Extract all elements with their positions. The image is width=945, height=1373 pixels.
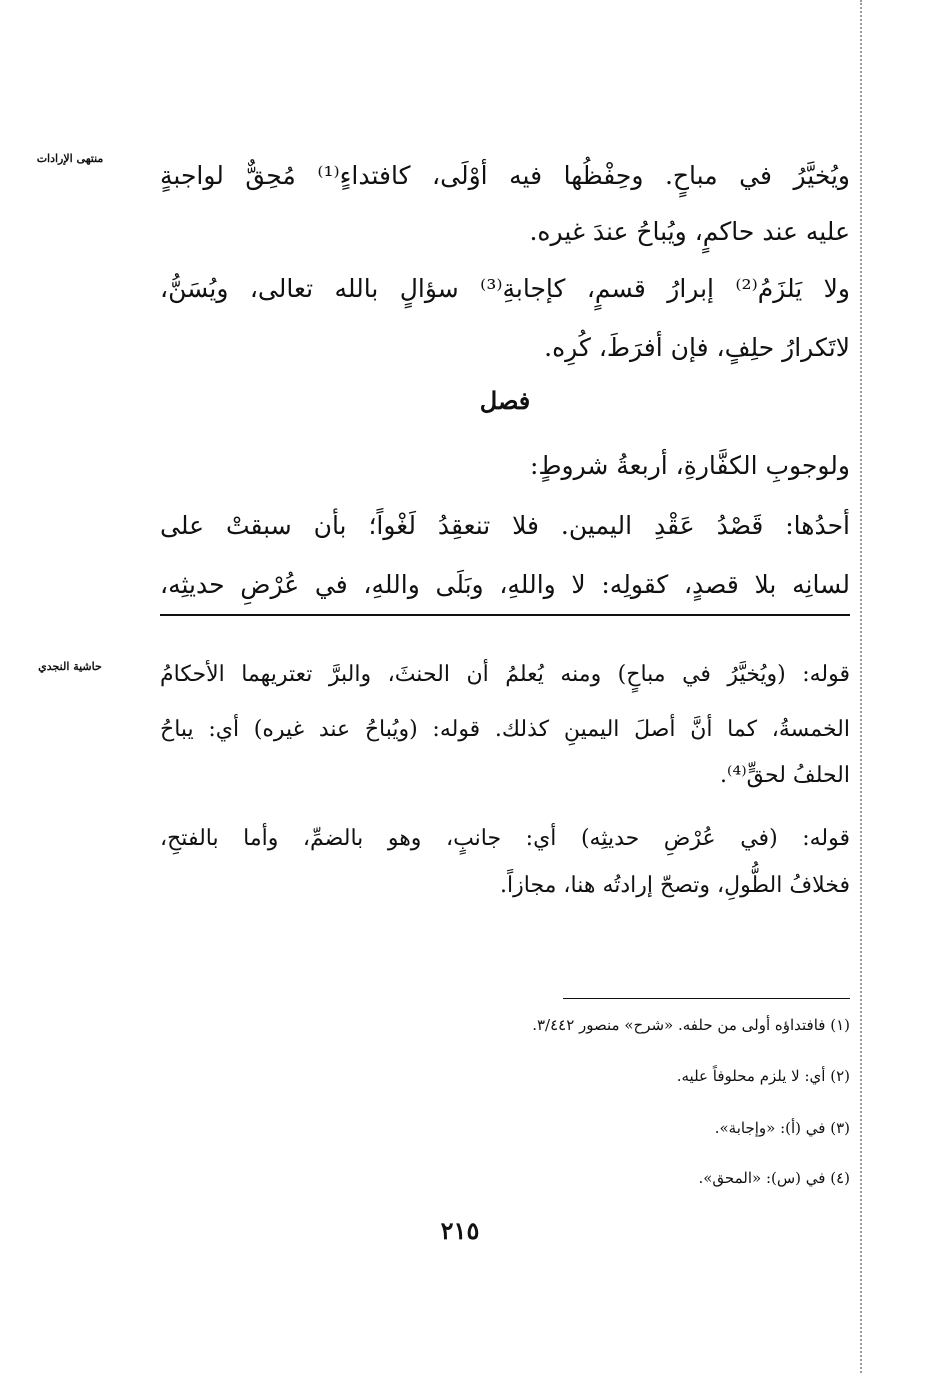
commentary-line-1: قوله: (ويُخيَّرُ في مباحٍ) ومنه يُعلمُ أن الحنثَ، والبرَّ تعتريهما الأحكامُ	[160, 662, 850, 687]
margin-label-hashiya: حاشية النجدي	[38, 660, 102, 673]
matn-separator-rule	[160, 614, 850, 616]
commentary-line-4: قوله: (في عُرْضِ حديثِه) أي: جانبٍ، وهو بالضمِّ، وأما بالفتحِ،	[160, 826, 850, 851]
commentary-line-3: الحلفُ لحقٍّ⁽⁴⁾.	[720, 763, 850, 788]
matn-line-1: ويُخيَّرُ في مباحٍ. وحِفْظُها فيه أوْلَى، كافتداءٍ⁽¹⁾ مُحِقٌّ لواجبةٍ	[160, 161, 850, 190]
footnote-separator-rule	[563, 998, 850, 999]
section-line-3: لسانِه بلا قصدٍ، كقولِه: لا واللهِ، وبَلَى واللهِ، في عُرْضِ حديثِه،	[160, 570, 850, 599]
matn-line-4: لاتَكرارُ حلِفٍ، فإن أفرَطَ، كُرِه.	[544, 333, 850, 362]
footnote-2: (٢) أي: لا يلزم محلوفاً عليه.	[676, 1067, 850, 1085]
margin-dotted-rule	[860, 0, 862, 1373]
margin-label-matn: منتهى الإرادات	[36, 152, 104, 165]
footnote-4: (٤) في (س): «المحق».	[698, 1169, 850, 1187]
footnote-3: (٣) في (أ): «وإجابة».	[714, 1119, 850, 1137]
section-heading: فصل	[479, 386, 531, 415]
section-line-2: أحدُها: قَصْدُ عَقْدِ اليمين. فلا تنعقِدُ لَغْواً؛ بأن سبقتْ على	[160, 511, 850, 540]
section-line-1: ولوجوبِ الكفَّارةِ، أربعةُ شروطٍ:	[529, 451, 850, 480]
commentary-line-5: فخلافُ الطُّولِ، وتصحّ إرادتُه هنا، مجازاً.	[500, 873, 850, 898]
commentary-line-2: الخمسةُ، كما أنَّ أصلَ اليمينِ كذلك. قوله: (ويُباحُ عند غيره) أي: يباحُ	[160, 717, 850, 742]
page-number: ٢١٥	[440, 1216, 480, 1245]
footnote-1: (١) فافتداؤه أولى من حلفه. «شرح» منصور ٣/٤٤٢.	[532, 1016, 850, 1034]
matn-line-3: ولا يَلزَمُ⁽²⁾ إبرارُ قسمٍ، كإجابةِ⁽³⁾ سؤالٍ بالله تعالى، ويُسَنُّ،	[160, 274, 850, 303]
matn-line-2: عليه عند حاكمٍ، ويُباحُ عندَ غيره.	[529, 217, 850, 246]
